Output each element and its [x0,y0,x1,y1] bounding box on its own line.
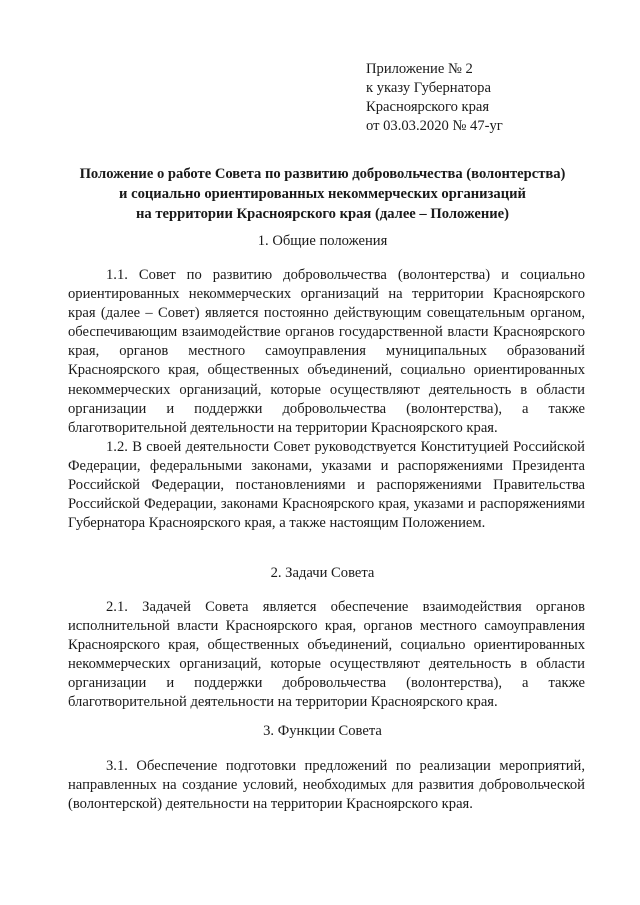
document-title-line: на территории Красноярского края (далее – Положение) [136,206,509,222]
document-title-line: Положение о работе Совета по развитию добровольчества (волонтерства) [79,166,566,182]
annex-header [366,60,606,136]
annex-number: Приложение № 2 [366,61,473,77]
paragraph-2-1: 2.1. Задачей Совета является обеспечение взаимодействия органов исполнительной власти Красноярского края, органов местного самоуправления Красноярского края, общественных объединений, социально ориентированных некоммерческих организаций, которые осуществляют деятельность в области организации и поддержки добровольчества (волонтерства), а также благотворительной деятельности на территории Красноярского края. [68,599,585,711]
annex-decree-date: от 03.03.2020 № 47-уг [366,118,503,134]
document-title-line: и социально ориентированных некоммерческих организаций [119,186,526,202]
section-body-tasks [68,598,585,713]
section-body-functions [68,757,585,814]
paragraph-3-1: 3.1. Обеспечение подготовки предложений по реализации мероприятий, направленных на создание условий, необходимых для развития добровольческой (волонтерской) деятельности на территории Красноярского края. [68,758,585,813]
paragraph-1-2: 1.2. В своей деятельности Совет руководствуется Конституцией Российской Федерации, федеральными законами, указами и распоряжениями Президента Российской Федерации, постановлениями и распоряжениями Правительства Российской Федерации, законами Красноярского края, указами и распоряжениями Губернатора Красноярского края, а также настоящим Положением. [68,438,585,532]
annex-decree-ref: к указу Губернатора [366,80,491,96]
section-heading-tasks: 2. Задачи Совета [270,565,375,581]
section-heading-functions: 3. Функции Совета [263,723,382,739]
section-heading-general: 1. Общие положения [257,233,388,249]
paragraph-1-1: 1.1. Совет по развитию добровольчества (волонтерства) и социально ориентированных некоммерческих организаций на территории Красноярского края (далее – Совет) является постоянно действующим совещательным органом, обеспечивающим взаимодействие органов государственной власти Красноярского края, органов местного самоуправления муниципальных образований Красноярского края, общественных объединений, социально ориентированных некоммерческих организаций, которые осуществляют деятельность в области организации и поддержки добровольчества (волонтерства), а также благотворительной деятельности на территории Красноярского края. [68,267,585,436]
section-body-general [68,266,585,533]
annex-region: Красноярского края [366,99,490,115]
document-title [60,164,585,224]
